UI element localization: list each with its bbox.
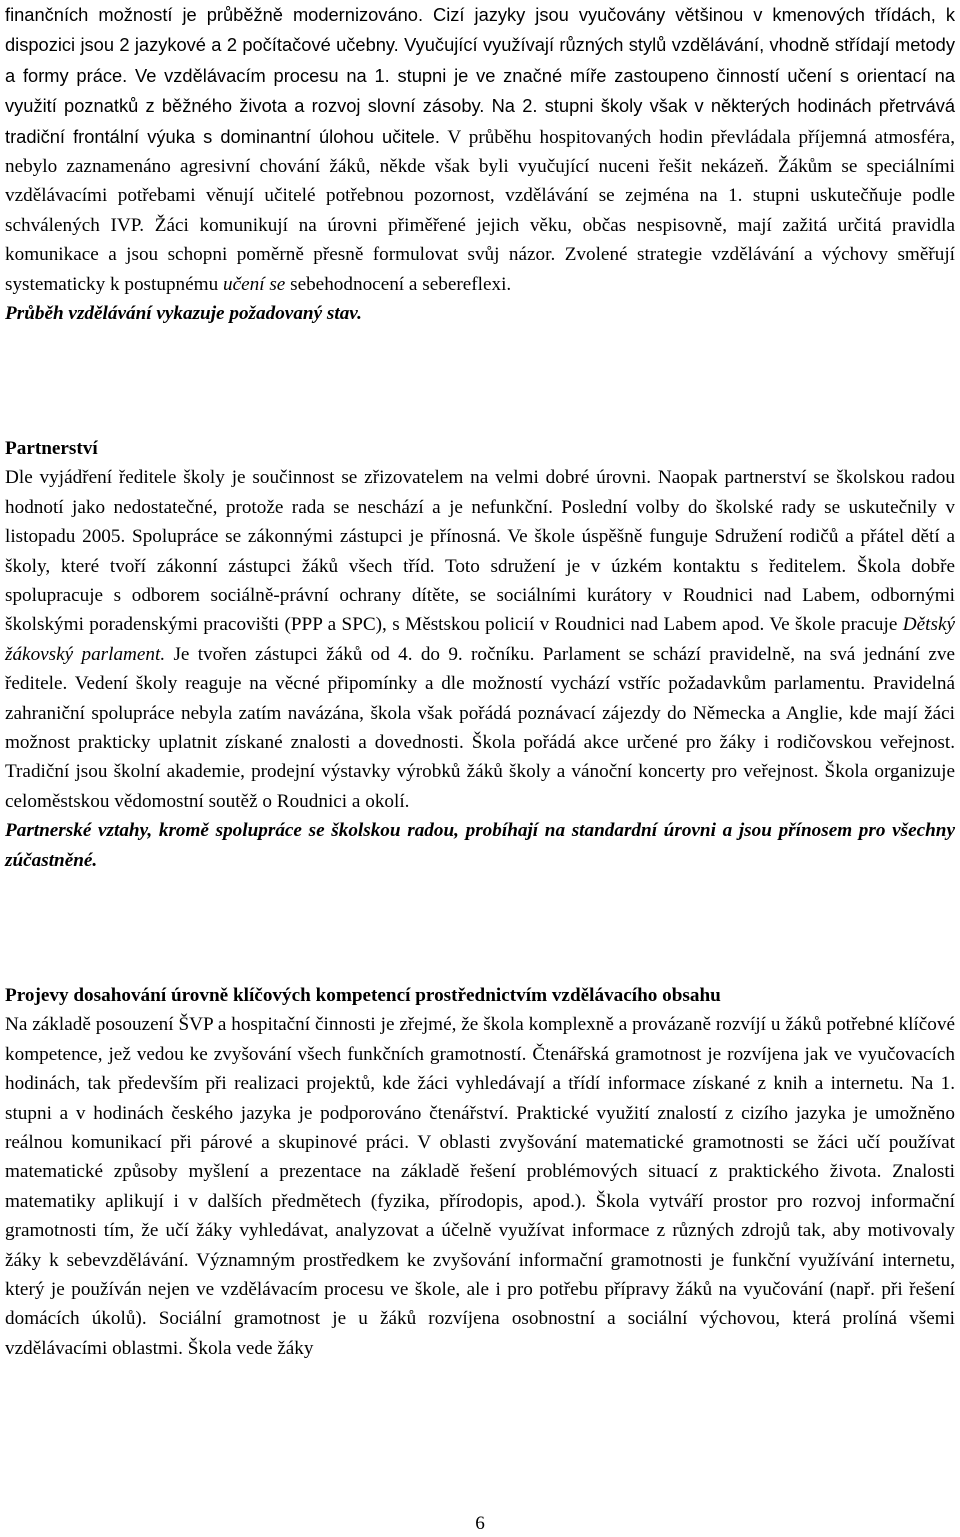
partnership-text-a: Dle vyjádření ředitele školy je součinnost se zřizovatelem na velmi dobré úrovni. Naopak partnerství se školskou radou hodnotí jako nedostatečné, protože rada se neschází a je nefunkční. Poslední volby do školské rady se uskutečnily v listopadu 2005. Spolupráce se zákonnými zástupci je přínosná. Ve škole úspěšně funguje Sdružení rodičů a přátel dětí a školy, které tvoří zákonní zástupci žáků všech tříd. Toto sdružení je v úzkém kontaktu s ředitelem. Škola dobře spolupracuje s odborem sociálně-právní ochrany dítěte, se sociálními kurátory v Roudnici nad Labem, odbornými školskými poradenskými pracovišti (PPP a SPC), s Městskou policií v Roudnici nad Labem apod. Ve škole pracuje bbox=[5, 467, 955, 636]
teaching-text-b: sebehodnocení a sebereflexi. bbox=[285, 273, 512, 295]
teaching-text-a: V průběhu hospitovaných hodin převládala příjemná atmosféra, nebylo zaznamenáno agresivní chování žáků, někde však byli vyučující nuceni řešit nekázeň. Žákům se speciálními vzdělávacími potřebami věnují učitelé potřebnou pozornost, vzdělávání se zejména na 1. stupni uskutečňuje podle schválených IVP. Žáci komunikují na úrovni přiměřené jejich věku, občas nespisovně, mají zažitá určitá pravidla komunikace a jsou schopni poměrně přesně formulovat svůj názor. Zvolené strategie vzdělávání a výchovy směřují systematicky k postupnému bbox=[5, 126, 955, 295]
competencies-heading: Projevy dosahování úrovně klíčových kompetencí prostřednictvím vzdělávacího obsahu bbox=[5, 985, 721, 1006]
teaching-italic-term: učení se bbox=[222, 273, 286, 295]
partnership-section bbox=[5, 434, 955, 875]
competencies-paragraph: Na základě posouzení ŠVP a hospitační činnosti je zřejmé, že škola komplexně a provázaně rozvíjí u žáků potřebné klíčové kompetence, jež vedou ke zvyšování všech funkčních gramotností. Čtenářská gramotnost je rozvíjena jak ve vyučovacích hodinách, tak především při realizaci projektů, kde žáci vyhledávají a třídí informace získané z knih a internetu. Na 1. stupni a v hodinách českého jazyka je podporováno čtenářství. Praktické využití znalostí z cizího jazyka je umožněno reálnou komunikací při párové a skupinové práci. V oblasti zvyšování matematické gramotnosti se žáci učí používat matematické způsoby myšlení a prezentace na základě řešení problémových situací z praktického života. Znalosti matematiky aplikují i v dalších předmětech (fyzika, přírodopis, apod.). Škola vytváří prostor pro rozvoj informační gramotnosti tím, že učí žáky vyhledávat, analyzovat a účelně využívat informace z různých zdrojů tak, aby motivovaly žáky k sebevzdělávání. Významným prostředkem ke zvyšování informační gramotnosti je funkční využívání internetu, který je používán nejen ve vzdělávacím procesu ve škole, ale i pro potřebu přípravy žáků na vyučování (např. při řešení domácích úkolů). Sociální gramotnost je u žáků rozvíjena osobnostní a sociální výchovou, která prolíná všemi vzdělávacími oblastmi. Škola vede žáky bbox=[5, 1014, 955, 1359]
partnership-heading: Partnerství bbox=[5, 438, 98, 459]
teaching-conclusion: Průběh vzdělávání vykazuje požadovaný stav. bbox=[5, 303, 362, 325]
teaching-section bbox=[5, 0, 955, 328]
partnership-paragraph bbox=[5, 463, 955, 816]
partnership-text-b: Je tvořen zástupci žáků od 4. do 9. ročníku. Parlament se schází pravidelně, na svá jednání zve ředitele. Vedení školy reaguje na věcné připomínky a dle možností vychází vstříc požadavkům parlamentu. Pravidelná zahraniční spolupráce nebyla zatím navázána, škola však pořádá poznávací zájezdy do Německa a Anglie, kde mají žáci možnost prakticky uplatnit získané znalosti a dovednosti. Škola pořádá akce určené pro žáky i rodičovskou veřejnost. Tradiční jsou školní akademie, prodejní výstavky výrobků žáků školy a vánoční koncerty pro veřejnost. Škola organizuje celoměstskou vědomostní soutěž o Roudnici a okolí. bbox=[5, 643, 955, 812]
partnership-italic-term: Dětský žákovský parlament. bbox=[5, 614, 955, 665]
teaching-text-sans: finančních možností je průběžně modernizováno. Cizí jazyky jsou vyučovány většinou v kmenových třídách, k dispozici jsou 2 jazykové a 2 počítačové učebny. Vyučující využívají různých stylů vzdělávání, vhodně střídají metody a formy práce. Ve vzdělávacím procesu na 1. stupni je ve značné míře zastoupeno činností učení s orientací na využití poznatků z běžného života a rozvoj slovní zásoby. Na 2. stupni školy však v některých hodinách přetrvává tradiční frontální výuka s dominantní úlohou učitele. bbox=[5, 4, 955, 147]
competencies-section bbox=[5, 981, 955, 1363]
page-number: 6 bbox=[475, 1513, 485, 1534]
teaching-paragraph bbox=[5, 0, 955, 299]
partnership-conclusion: Partnerské vztahy, kromě spolupráce se školskou radou, probíhají na standardní úrovni a jsou přínosem pro všechny zúčastněné. bbox=[5, 820, 955, 871]
